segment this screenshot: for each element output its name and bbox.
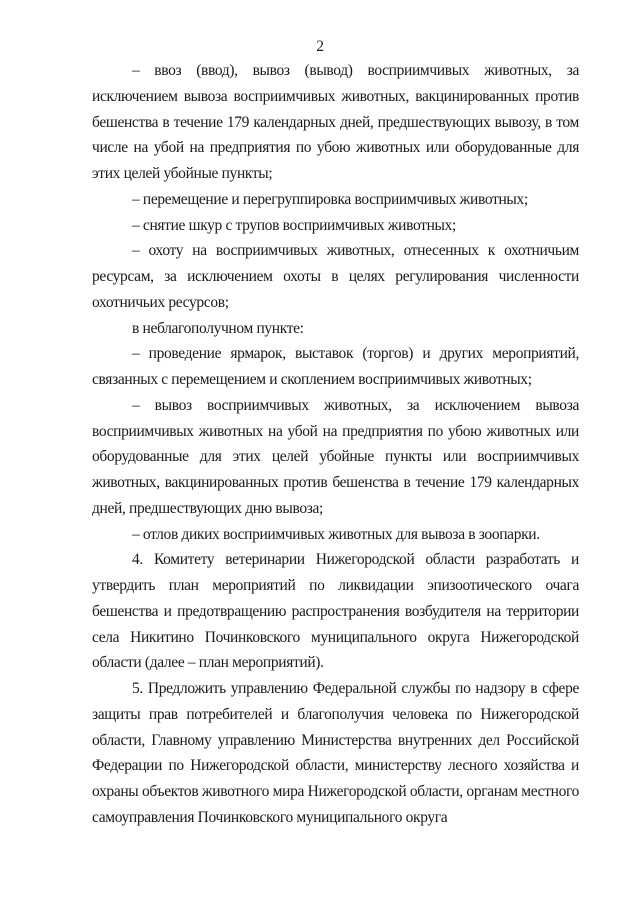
- paragraph-import-export-ban: – ввоз (ввод), вывоз (вывод) восприимчивых животных, за исключением вывоза восприимчивых животных, вакцинированных против бешенства в течение 179 календарных дней, предшествующих вывозу, в том числе на убой на предприятия по убою животных или оборудованные для этих целей убойные пункты;: [92, 62, 579, 182]
- paragraph-capture-ban: – отлов диких восприимчивых животных для вывоза в зоопарки.: [132, 525, 540, 543]
- paragraph-skinning-ban: – снятие шкур с трупов восприимчивых животных;: [132, 216, 456, 234]
- page-number: 2: [316, 38, 324, 55]
- paragraph-removal-ban: – вывоз восприимчивых животных, за исключением вывоза восприимчивых животных на убой на предприятия по убою животных или оборудованные для этих целей убойные пункты или восприимчивых животных, вакцинированных против бешенства в течение 179 календарных дней, предшествующих дню вывоза;: [92, 396, 579, 517]
- paragraph-item-5: 5. Предложить управлению Федеральной службы по надзору в сфере защиты прав потребителей и благополучия человека по Нижегородской области, Главному управлению Министерства внутренних дел Российской Федерации по Нижегородской области, министерству лесного хозяйства и охраны объектов животного мира Нижегородской области, органам местного самоуправления Починковского муниципального округа: [92, 680, 579, 826]
- paragraph-item-4: 4. Комитету ветеринарии Нижегородской области разработать и утвердить план мероприятий по ликвидации эпизоотического очага бешенства и предотвращению распространения возбудителя на территории села Никитино Починковского муниципального округа Нижегородской области (далее – план мероприятий).: [92, 551, 579, 672]
- paragraph-fairs-ban: – проведение ярмарок, выставок (торгов) и других мероприятий, связанных с перемещением и скоплением восприимчивых животных;: [92, 345, 579, 388]
- paragraph-affected-point-heading: в неблагополучном пункте:: [132, 319, 304, 337]
- paragraph-hunting-ban: – охоту на восприимчивых животных, отнесенных к охотничьим ресурсам, за исключением охоты в целях регулирования численности охотничьих ресурсов;: [92, 242, 579, 311]
- document-body: [92, 58, 579, 831]
- paragraph-movement-ban: – перемещение и перегруппировка восприимчивых животных;: [132, 190, 528, 208]
